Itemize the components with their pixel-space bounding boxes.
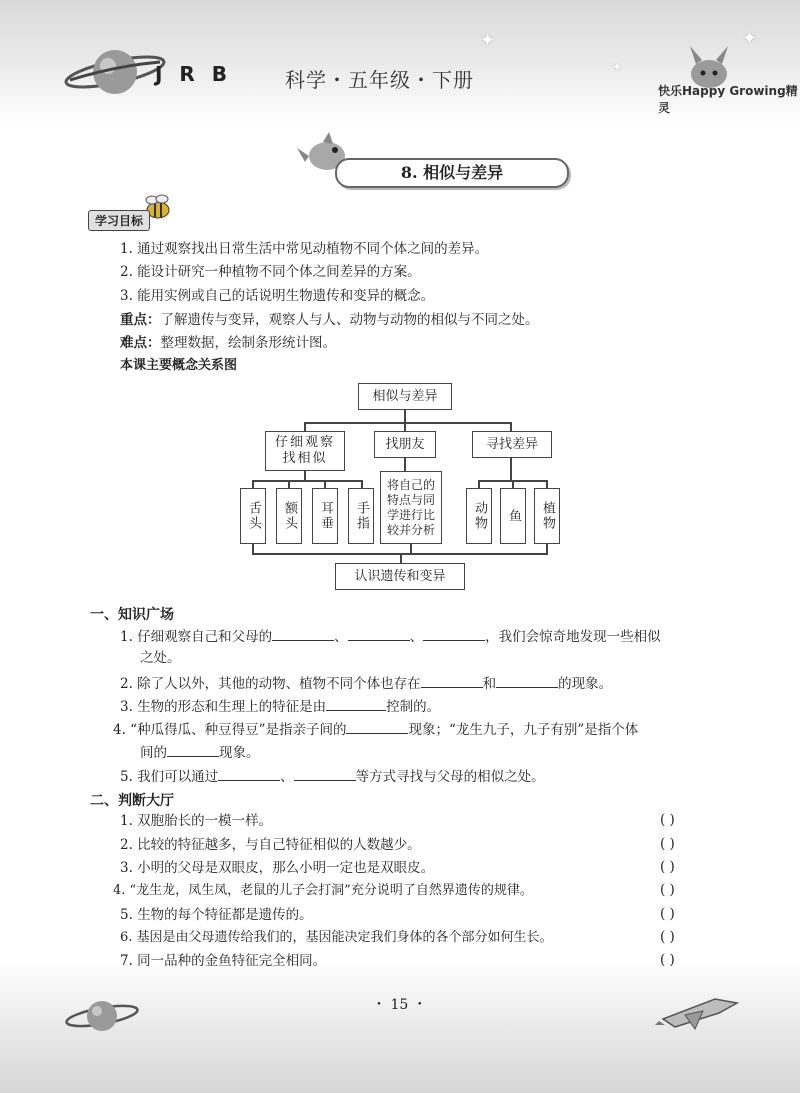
answer-blank[interactable] xyxy=(326,696,386,711)
fill-question-5: 5. 我们可以通过 、 等方式寻找与父母的相似之处。 xyxy=(120,766,545,786)
fill-question-3: 3. 生物的形态和生理上的特征是由 控制的。 xyxy=(120,696,440,716)
fill-question-4: 4. “种瓜得瓜、种豆得豆”是指亲子间的 现象；“龙生九子，九子有别”是指个体 xyxy=(113,719,638,739)
book-title: 科学・五年级・下册 xyxy=(285,68,474,92)
map-leaf-plant: 植物 xyxy=(534,488,560,544)
map-leaf-forehead: 额头 xyxy=(276,488,302,544)
map-connector xyxy=(252,480,362,482)
map-leaf-animal: 动物 xyxy=(466,488,492,544)
answer-blank[interactable] xyxy=(294,766,356,781)
map-leaf-finger: 手指 xyxy=(348,488,374,544)
key-point-text: 了解遗传与变异，观察人与人、动物与动物的相似与不同之处。 xyxy=(160,312,539,328)
answer-paren[interactable]: ( ) xyxy=(660,906,675,922)
answer-blank[interactable] xyxy=(272,626,334,641)
fill-question-1: 1. 仔细观察自己和父母的 、 、 ，我们会惊奇地发现一些相似 xyxy=(120,626,661,646)
map-bottom: 认识遗传和变异 xyxy=(335,563,465,590)
goal-item: 1. 通过观察找出日常生活中常见动植物不同个体之间的差异。 xyxy=(120,241,489,257)
brand-logo: J R B xyxy=(155,62,233,86)
answer-blank[interactable] xyxy=(348,626,410,641)
answer-paren[interactable]: ( ) xyxy=(660,836,675,852)
map-branch-find-friend: 找朋友 xyxy=(374,431,436,458)
fill-question-4-cont: 间的 现象。 xyxy=(140,742,260,762)
difficulty-point xyxy=(120,334,336,352)
judge-item-6: 6. 基因是由父母遗传给我们的，基因能决定我们身体的各个部分如何生长。 xyxy=(120,930,553,945)
judge-item-1: 1. 双胞胎长的一模一样。 xyxy=(120,813,273,829)
fill-question-2: 2. 除了人以外，其他的动物、植物不同个体也存在 和 的现象。 xyxy=(120,673,612,693)
planet-icon xyxy=(60,36,170,106)
section-knowledge-title: 一、知识广场 xyxy=(90,607,174,623)
learning-goals-label: 学习目标 xyxy=(88,210,150,231)
star-icon: ✦ xyxy=(480,30,496,51)
lesson-title: 8. 相似与差异 xyxy=(400,163,504,182)
difficulty-text: 整理数据，绘制条形统计图。 xyxy=(160,335,336,351)
judge-item-3: 3. 小明的父母是双眼皮，那么小明一定也是双眼皮。 xyxy=(120,860,435,876)
map-connector xyxy=(404,458,406,471)
answer-paren[interactable]: ( ) xyxy=(660,952,675,968)
map-connector xyxy=(546,480,548,488)
map-connector xyxy=(324,480,326,488)
fill-question-1-cont: 之处。 xyxy=(140,650,181,666)
map-branch-find-similar: 仔细观察找相似 xyxy=(265,431,345,471)
map-connector xyxy=(400,553,402,563)
lesson-banner xyxy=(335,158,569,188)
concept-map-title: 本课主要概念关系图 xyxy=(120,358,238,373)
answer-paren[interactable]: ( ) xyxy=(660,882,675,898)
judge-item-5: 5. 生物的每个特征都是遗传的。 xyxy=(120,907,313,923)
judge-item-7: 7. 同一品种的金鱼特征完全相同。 xyxy=(120,953,327,969)
map-branch-find-difference: 寻找差异 xyxy=(472,431,552,458)
answer-blank[interactable] xyxy=(421,673,483,688)
star-icon: ✦ xyxy=(612,60,623,74)
map-connector xyxy=(288,480,290,488)
map-connector xyxy=(304,422,511,424)
key-point xyxy=(120,311,539,329)
judge-item-4: 4. “龙生龙，凤生凤，老鼠的儿子会打洞”充分说明了自然界遗传的规律。 xyxy=(113,883,533,898)
answer-paren[interactable]: ( ) xyxy=(660,859,675,875)
map-leaf-fish: 鱼 xyxy=(500,488,526,544)
answer-blank[interactable] xyxy=(167,742,219,757)
map-leaf-tongue: 舌头 xyxy=(240,488,266,544)
answer-paren[interactable]: ( ) xyxy=(660,812,675,828)
answer-blank[interactable] xyxy=(218,766,280,781)
map-leaf-compare: 将自己的特点与同学进行比较并分析 xyxy=(380,471,442,544)
map-leaf-earlobe: 耳垂 xyxy=(312,488,338,544)
planet-icon xyxy=(62,990,142,1040)
answer-blank[interactable] xyxy=(423,626,485,641)
answer-blank[interactable] xyxy=(346,719,408,734)
map-connector xyxy=(512,480,514,488)
key-point-label: 重点： xyxy=(120,312,161,328)
answer-paren[interactable]: ( ) xyxy=(660,929,675,945)
map-connector xyxy=(510,458,512,480)
page-number: ・ 15 ・ xyxy=(372,997,427,1013)
judge-item-2: 2. 比较的特征越多，与自己特征相似的人数越少。 xyxy=(120,837,421,853)
star-icon: ✦ xyxy=(742,28,758,49)
map-root: 相似与差异 xyxy=(358,383,452,410)
map-connector xyxy=(478,480,480,488)
map-connector xyxy=(361,480,363,488)
answer-blank[interactable] xyxy=(496,673,558,688)
goal-item: 3. 能用实例或自己的话说明生物遗传和变异的概念。 xyxy=(120,288,435,304)
brand-badge-text: 快乐Happy Growing精灵 xyxy=(658,84,798,115)
goal-item: 2. 能设计研究一种植物不同个体之间差异的方案。 xyxy=(120,264,421,280)
space-shuttle-icon xyxy=(655,985,745,1035)
difficulty-label: 难点： xyxy=(120,335,161,351)
section-judgment-title: 二、判断大厅 xyxy=(90,793,174,809)
map-connector xyxy=(252,480,254,488)
